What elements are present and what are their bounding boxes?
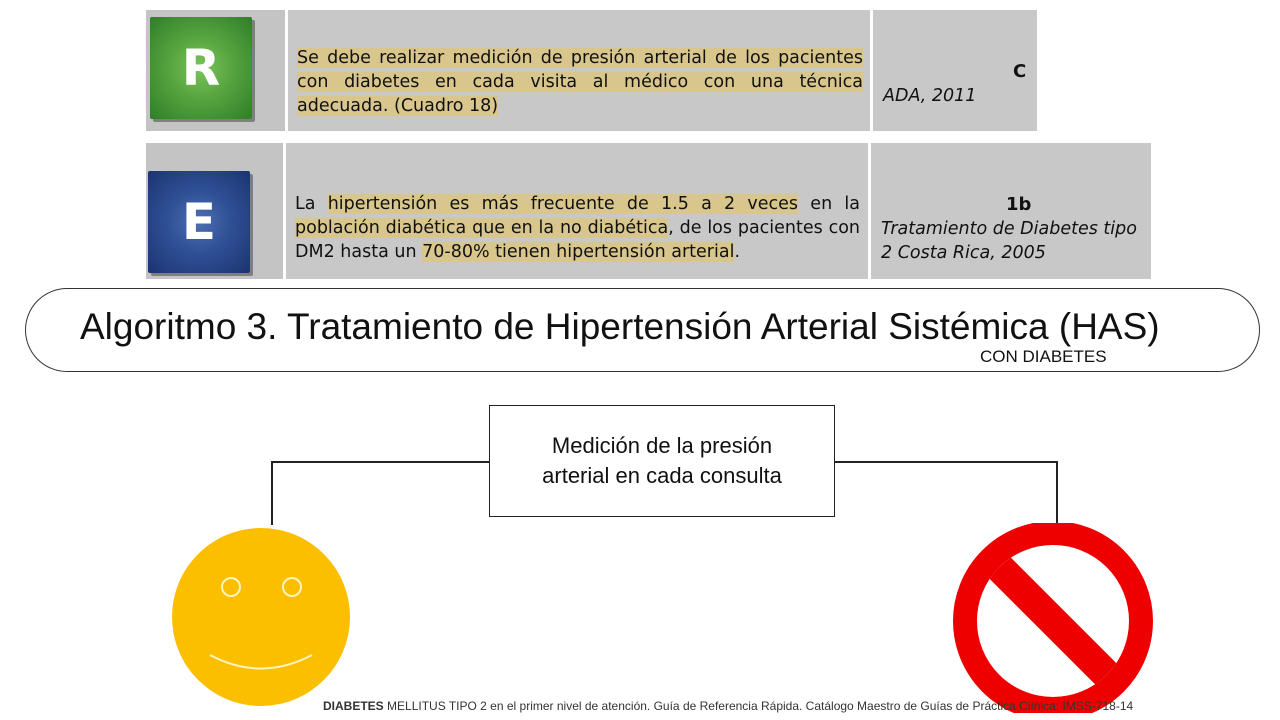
evidence-source: Tratamiento de Diabetes tipo 2 Costa Rica, 2005 bbox=[881, 219, 1137, 263]
recommendation-badge: R bbox=[150, 17, 252, 119]
evidence-text: La hipertensión es más frecuente de 1.5 a 2 veces en la población diabética que en la no diabética, de los pacientes con DM2 hasta un 70-80% tienen hipertensión arterial. bbox=[295, 194, 860, 262]
recommendation-text: Se debe realizar medición de presión arterial de los pacientes con diabetes en cada visita al médico con una técnica adecuada. (Cuadro 18) bbox=[297, 48, 863, 116]
prohibited-icon bbox=[950, 523, 1156, 713]
evidence-level: 1b bbox=[1006, 194, 1032, 215]
algorithm-subtitle: CON DIABETES bbox=[980, 347, 1107, 366]
evidence-badge: E bbox=[148, 171, 250, 273]
flowchart-start-box: Medición de la presión arterial en cada consulta bbox=[489, 405, 835, 517]
connector-right-horizontal bbox=[835, 461, 1057, 463]
recommendation-level: C bbox=[1013, 61, 1027, 82]
connector-right-vertical bbox=[1056, 461, 1058, 525]
recommendation-source: ADA, 2011 bbox=[883, 86, 977, 106]
connector-left-horizontal bbox=[271, 461, 489, 463]
smiley-face-icon bbox=[166, 522, 358, 714]
connector-left-vertical bbox=[271, 461, 273, 525]
footer-citation: DIABETES MELLITUS TIPO 2 en el primer nivel de atención. Guía de Referencia Rápida. Catálogo Maestro de Guías de Práctica Clínica: IMSS-718-14 bbox=[323, 699, 1134, 713]
algorithm-title: Algoritmo 3. Tratamiento de Hipertensión Arterial Sistémica (HAS) bbox=[80, 306, 1160, 347]
